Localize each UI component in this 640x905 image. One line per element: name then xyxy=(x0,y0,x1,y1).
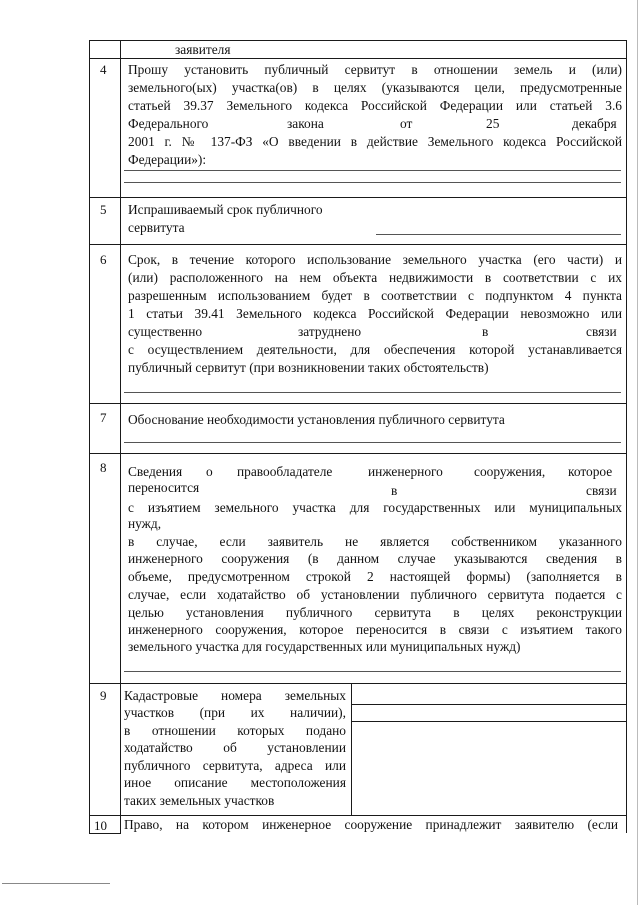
row8-line7: объеме, предусмотренном строкой 2 настоящей формы) (заполняется в xyxy=(128,569,622,584)
row9-line7: таких земельных участков xyxy=(124,793,275,808)
row4-word-from: от xyxy=(400,116,413,131)
row4-word-federal: Федерального xyxy=(128,116,209,131)
row9-inner-divider xyxy=(351,683,352,815)
row8-word-8: в xyxy=(391,483,398,498)
table-left-border xyxy=(89,40,90,833)
row8-line3: с изъятием земельного участка для государственных или муниципальных xyxy=(128,500,622,515)
row7-fill-line xyxy=(124,442,621,443)
row7-number: 7 xyxy=(100,410,107,425)
row6-tail1: с осуществлением деятельности, для обеспечения которой устанавливается xyxy=(128,342,622,357)
row4-tail2: Федерации»): xyxy=(128,152,207,167)
row4-line3: статьей 39.37 Земельного кодекса Российской Федерации или статьей 3.6 xyxy=(128,98,622,113)
row4-word-month: декабря xyxy=(572,116,617,131)
row6-word-4: связи xyxy=(586,324,617,339)
row8-line5: в случае, если заявитель не является собственником указанного xyxy=(128,534,622,549)
row8-line10: инженерного сооружения, которое переносится в связи с изъятием такого xyxy=(128,622,622,637)
row8-line9: целью установления публичного сервитута в целях реконструкции xyxy=(128,605,622,620)
row6-line2: (или) расположенного на нем объекта недвижимости в соответствии с их xyxy=(128,270,622,285)
row5-number: 5 xyxy=(100,202,107,217)
row8-line8: случае, если ходатайство об установлении публичного сервитута подается с xyxy=(128,587,622,602)
row8-word-1: Сведения xyxy=(128,464,183,479)
row9-value-line-2 xyxy=(352,721,626,722)
page-right-edge xyxy=(637,0,638,905)
row6-tail2: публичный сервитут (при возникновении таких обстоятельств) xyxy=(128,360,489,375)
row4-number: 4 xyxy=(100,62,107,77)
row10-number: 10 xyxy=(94,818,107,833)
row-border-9-10 xyxy=(89,815,627,816)
row6-word-1: существенно xyxy=(128,324,203,339)
row-border-6-7 xyxy=(89,403,627,404)
row9-line4: ходатайство об установлении xyxy=(124,740,346,755)
row10-text: Право, на котором инженерное сооружение принадлежит заявителю (если xyxy=(124,817,618,832)
row-border-5-6 xyxy=(89,244,627,245)
table-right-border xyxy=(626,40,627,833)
row-border-8-9 xyxy=(89,683,627,684)
row6-fill-line xyxy=(124,392,621,393)
row5-fill-line xyxy=(376,234,621,235)
row6-number: 6 xyxy=(100,252,107,267)
row9-number: 9 xyxy=(100,688,107,703)
row8-line11: земельного участка для государственных или муниципальных нужд) xyxy=(128,639,521,654)
row8-word-7: переносится xyxy=(128,480,200,495)
row8-line6: инженерного сооружения (в данном случае указываются сведения в xyxy=(128,551,622,566)
row6-word-3: в xyxy=(482,324,489,339)
row4-fill-line-2 xyxy=(124,182,621,183)
row5-label-2: сервитута xyxy=(128,220,185,235)
row9-line6: иное описание местоположения xyxy=(124,775,346,790)
row7-text: Обоснование необходимости установления публичного сервитута xyxy=(128,412,505,427)
row4-line1: Прошу установить публичный сервитут в отношении земель и (или) xyxy=(128,62,622,77)
row9-value-line-1 xyxy=(352,704,626,705)
row5-label-1: Испрашиваемый срок публичного xyxy=(128,202,323,217)
row4-word-law: закона xyxy=(287,116,324,131)
table-top-border xyxy=(89,40,627,41)
row6-word-2: затруднено xyxy=(298,324,362,339)
row4-word-day: 25 xyxy=(486,116,500,131)
column-divider xyxy=(120,40,121,833)
row6-line3: разрешенным использованием будет в соответствии с подпунктом 4 пункта xyxy=(128,288,622,303)
row6-line4: 1 статьи 39.41 Земельного кодекса Российской Федерации невозможно или xyxy=(128,306,622,321)
row9-line1: Кадастровые номера земельных xyxy=(124,688,346,703)
row4-fill-line-1 xyxy=(124,170,621,171)
row-border-4-5 xyxy=(89,197,627,198)
row-border-7-8 xyxy=(89,453,627,454)
row9-line5: публичного сервитута, адреса или xyxy=(124,758,346,773)
row8-word-3: правообладателе xyxy=(237,464,333,479)
row6-line1: Срок, в течение которого использование земельного участка (его части) и xyxy=(128,252,622,267)
row8-word-9: связи xyxy=(586,483,617,498)
row8-word-5: сооружения, xyxy=(474,464,546,479)
row9-line3: в отношении которых подано xyxy=(124,723,346,738)
page-bottom-rule xyxy=(2,883,110,884)
row8-word-6: которое xyxy=(568,464,613,479)
row4-line2: земельного(ых) участка(ов) в целях (указываются цели, предусмотренные xyxy=(128,80,622,95)
row4-tail1: 2001 г. № 137-ФЗ «О введении в действие Земельного кодекса Российской xyxy=(128,134,622,149)
row8-word-2: о xyxy=(206,464,213,479)
row9-line2: участков (при их наличии), xyxy=(124,705,346,720)
row8-fill-line xyxy=(124,671,621,672)
row8-word-4: инженерного xyxy=(368,464,443,479)
row8-line4: нужд, xyxy=(128,516,162,531)
row8-number: 8 xyxy=(100,460,107,475)
row3-tail-text: заявителя xyxy=(175,42,231,57)
